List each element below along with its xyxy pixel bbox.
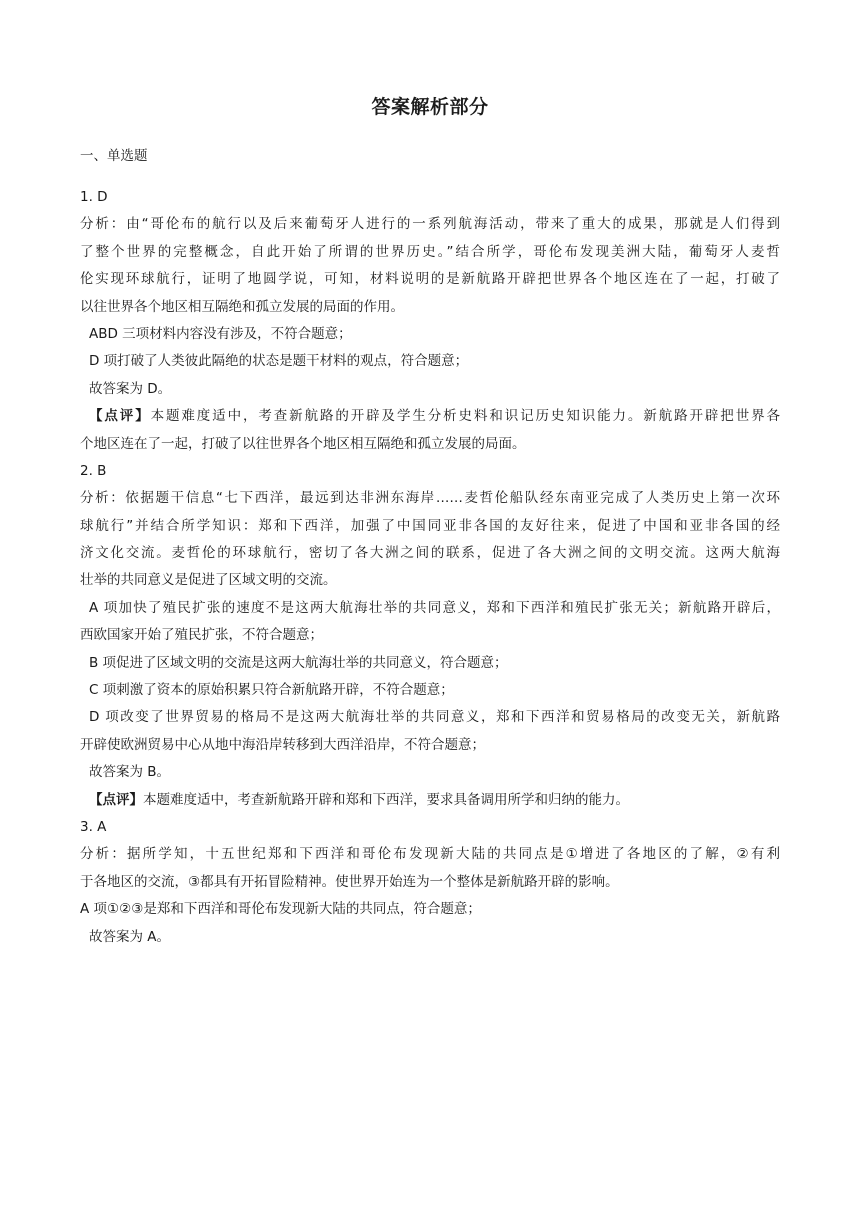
question-3-answer-line: 故答案为 A。	[89, 928, 171, 945]
question-2-analysis-line: 分析：依据题干信息“七下西洋，最远到达非洲东海岸……麦哲伦船队经东南亚完成了人类历史上第一次环	[80, 490, 780, 507]
question-1-option-line: D 项打破了人类彼此隔绝的状态是题干材料的观点，符合题意；	[89, 353, 469, 370]
question-2-answer-line: 故答案为 B。	[89, 764, 171, 781]
section-heading: 一、单选题	[80, 148, 148, 164]
question-3-analysis-line: 于各地区的交流，③都具有开拓冒险精神。使世界开始连为一个整体是新航路开辟的影响。	[80, 873, 619, 890]
question-2-number: 2. B	[80, 462, 107, 479]
question-1-analysis-line: 了整个世界的完整概念，自此开始了所谓的世界历史。”结合所学，哥伦布发现美洲大陆，葡萄牙人麦哲	[80, 243, 780, 260]
question-1-option-line: ABD 三项材料内容没有涉及，不符合题意；	[89, 325, 352, 342]
question-2-analysis-line: 济文化交流。麦哲伦的环球航行，密切了各大洲之间的联系，促进了各大洲之间的文明交流。这两大航海	[80, 545, 780, 562]
question-1-answer-line: 故答案为 D。	[89, 380, 172, 397]
page-title: 答案解析部分	[371, 96, 489, 118]
question-3-option-line: A 项①②③是郑和下西洋和哥伦布发现新大陆的共同点，符合题意；	[80, 901, 481, 918]
question-2-option-line: B 项促进了区域文明的交流是这两大航海壮举的共同意义，符合题意；	[89, 654, 508, 671]
question-2-comment-line	[80, 787, 780, 814]
question-1-analysis-line: 伦实现环球航行，证明了地圆学说，可知，材料说明的是新航路开辟把世界各个地区连在了一起，打破了	[80, 271, 780, 288]
question-2-option-line: 开辟使欧洲贸易中心从地中海沿岸转移到大西洋沿岸，不符合题意；	[80, 736, 485, 753]
question-3-number: 3. A	[80, 818, 107, 835]
question-2-option-line: D 项改变了世界贸易的格局不是这两大航海壮举的共同意义，郑和下西洋和贸易格局的改变无关，新航路	[89, 709, 780, 726]
question-2-option-line: 西欧国家开始了殖民扩张，不符合题意；	[80, 627, 323, 644]
question-1-analysis-line: 以往世界各个地区相互隔绝和孤立发展的局面的作用。	[80, 298, 404, 315]
question-2-option-line: C 项刺激了资本的原始积累只符合新航路开辟，不符合题意；	[89, 682, 454, 699]
comment-tag: 【点评】	[89, 408, 151, 425]
comment-tag: 【点评】	[89, 791, 143, 808]
question-3-analysis-line: 分析：据所学知，十五世纪郑和下西洋和哥伦布发现新大陆的共同点是①增进了各地区的了解，②有利	[80, 846, 780, 863]
question-1-comment-line: 个地区连在了一起，打破了以往世界各个地区相互隔绝和孤立发展的局面。	[80, 435, 526, 452]
question-2-analysis-line: 壮举的共同意义是促进了区域文明的交流。	[80, 572, 337, 589]
comment-text: 本题难度适中，考查新航路的开辟及学生分析史料和识记历史知识能力。新航路开辟把世界各	[150, 408, 780, 425]
question-1-analysis-line: 分析：由“哥伦布的航行以及后来葡萄牙人进行的一系列航海活动，带来了重大的成果，那就是人们得到	[80, 216, 780, 233]
question-1-comment-line	[80, 403, 780, 430]
question-2-option-line: A 项加快了殖民扩张的速度不是这两大航海壮举的共同意义，郑和下西洋和殖民扩张无关；新航路开辟后，	[89, 599, 780, 616]
answer-body	[80, 184, 780, 951]
comment-text: 本题难度适中，考查新航路开辟和郑和下西洋，要求具备调用所学和归纳的能力。	[143, 791, 629, 808]
question-2-analysis-line: 球航行”并结合所学知识：郑和下西洋，加强了中国同亚非各国的友好往来，促进了中国和亚非各国的经	[80, 517, 780, 534]
question-1-number: 1. D	[80, 189, 108, 205]
